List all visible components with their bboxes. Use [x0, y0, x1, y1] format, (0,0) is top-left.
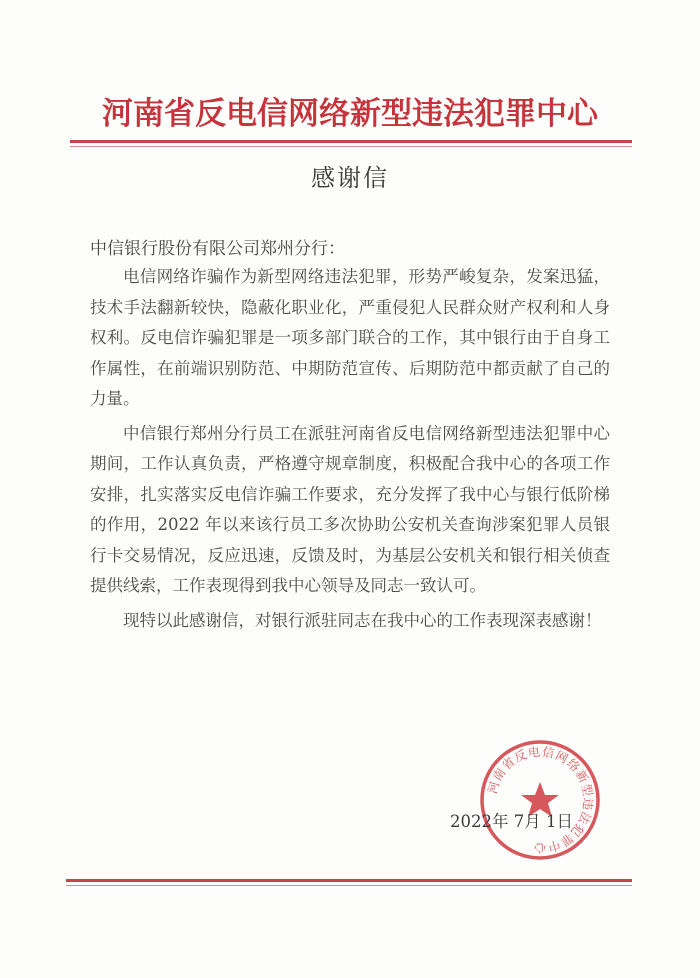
body-paragraph-1: 电信网络诈骗作为新型网络违法犯罪，形势严峻复杂，发案迅猛，技术手法翻新较快，隐蔽化职业化，严重侵犯人民群众财产权利和人身权利。反电信诈骗犯罪是一项多部门联合的工作，其中银行由于自身工作属性，在前端识别防范、中期防范宣传、后期防范中都贡献了自己的力量。 — [90, 267, 610, 408]
footer-rule — [66, 879, 632, 882]
header-rule-thin — [70, 146, 632, 147]
body-paragraph-3: 现特以此感谢信，对银行派驻同志在我中心的工作表现深表感谢！ — [123, 610, 602, 630]
seal-text: 河南省反电信网络新型违法犯罪中心 — [485, 744, 596, 856]
header-rule — [70, 140, 632, 143]
salutation: 中信银行股份有限公司郑州分行： — [90, 239, 345, 259]
letter-title: 感谢信 — [311, 164, 389, 192]
letter-body — [90, 262, 610, 640]
org-header: 河南省反电信网络新型违法犯罪中心 — [102, 96, 598, 132]
body-paragraph-2: 中信银行郑州分行员工在派驻河南省反电信网络新型违法犯罪中心期间，工作认真负责，严格遵守规章制度，积极配合我中心的各项工作安排，扎实落实反电信诈骗工作要求，充分发挥了我中心与银行低阶梯的作用，2022 年以来该行员工多次协助公安机关查询涉案犯罪人员银行卡交易情况，反应迅速，反馈及时，为基层公安机关和银行相关侦查提供线索，工作表现得到我中心领导及同志一致认可。 — [90, 423, 610, 595]
official-seal-icon — [478, 738, 602, 862]
sign-date: 2022年 7月 1日 — [450, 812, 573, 831]
footer-rule-thin — [66, 885, 632, 886]
